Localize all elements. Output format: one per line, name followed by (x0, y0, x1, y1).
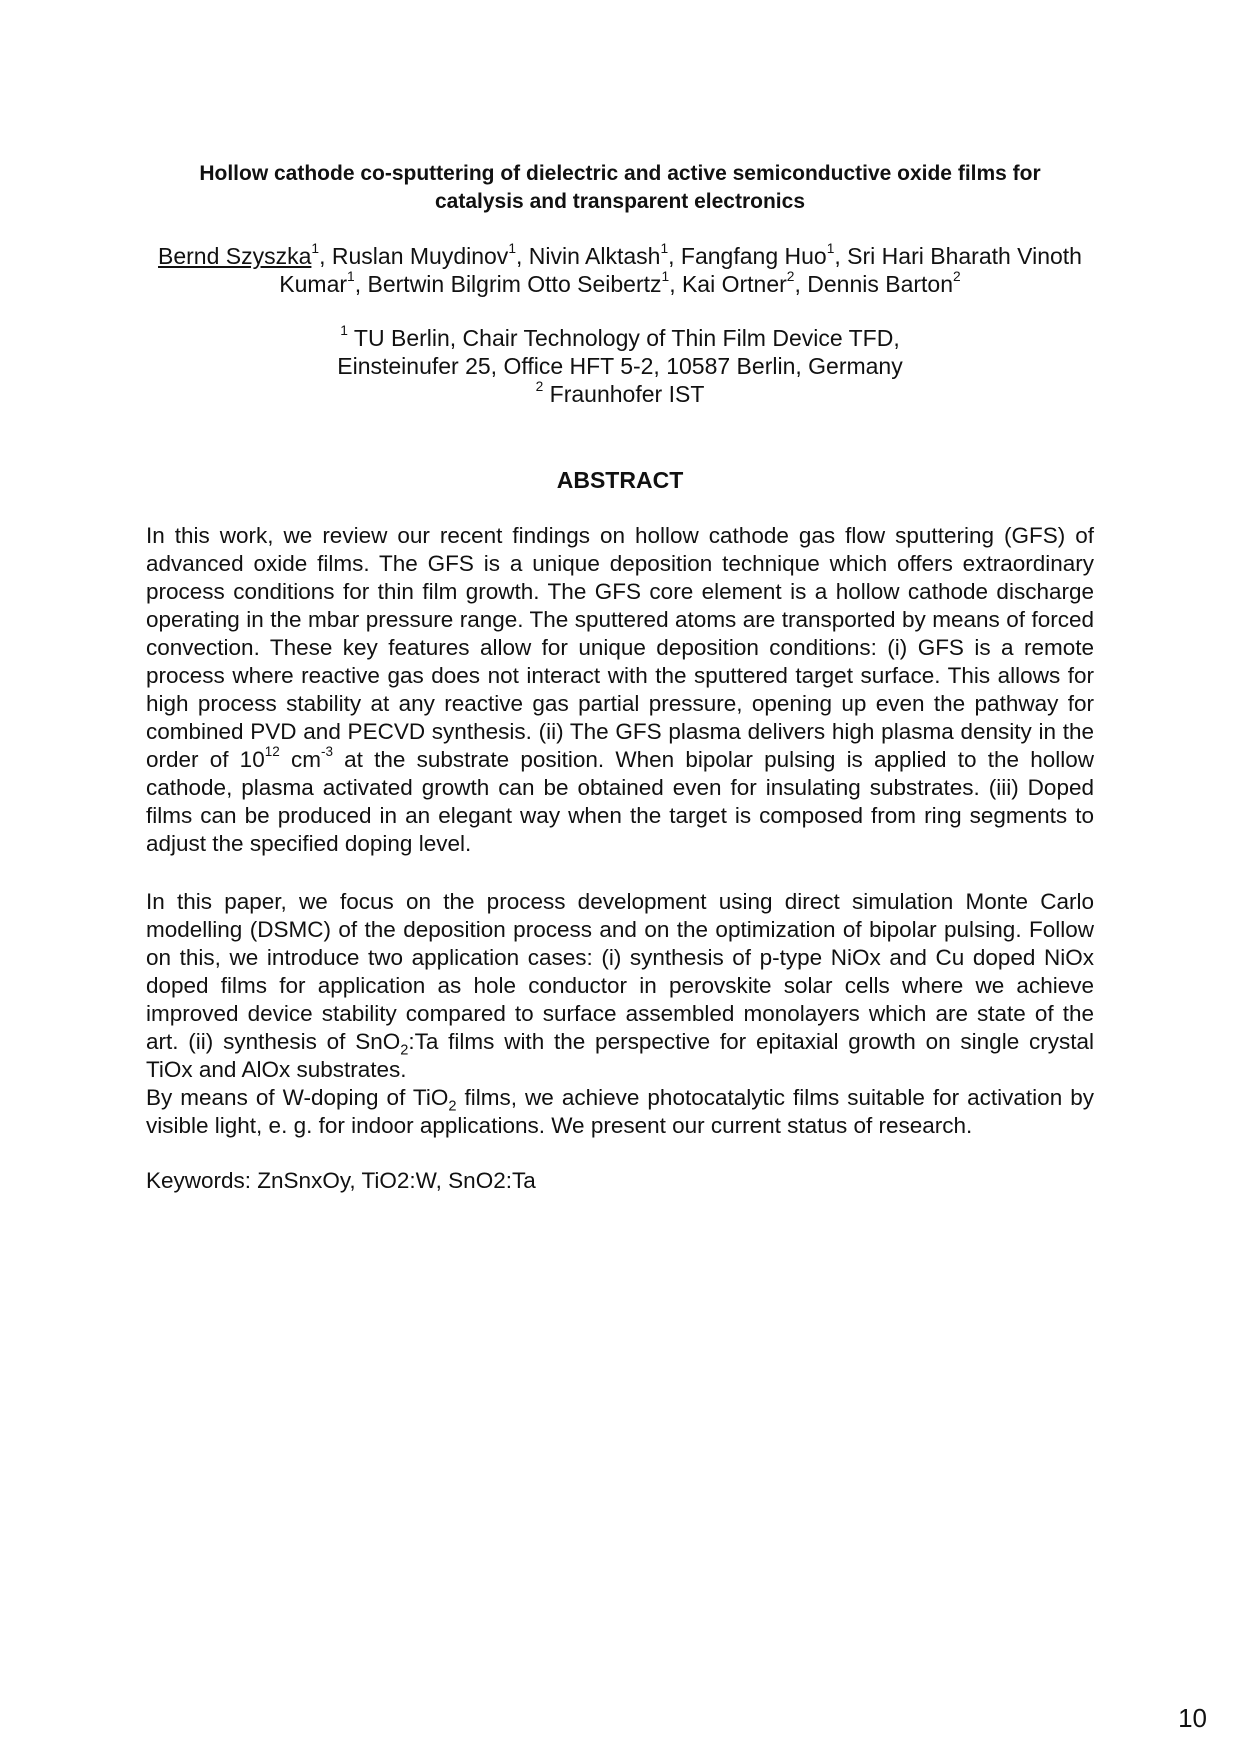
superscript: -3 (320, 744, 333, 760)
abstract-paragraph-2 (146, 888, 1094, 1084)
affil-marker: 1 (826, 241, 835, 257)
author-text: , Ruslan Muydinov (319, 243, 509, 269)
affil-marker: 2 (786, 269, 795, 285)
author-text: , Dennis Barton (794, 271, 954, 297)
affiliation-1-line-2: Einsteinufer 25, Office HFT 5-2, 10587 Berlin, Germany (337, 353, 903, 379)
author-text: Kumar (279, 271, 348, 297)
page-number: 10 (1178, 1703, 1207, 1733)
affiliation-1-line-1 (146, 324, 1094, 352)
keywords: Keywords: ZnSnxOy, TiO2:W, SnO2:Ta (146, 1168, 536, 1193)
affil-marker: 1 (311, 241, 320, 257)
affiliation-text: TU Berlin, Chair Technology of Thin Film Device TFD, (347, 325, 900, 351)
affil-marker: 1 (508, 241, 516, 257)
author-text: , Nivin Alktash (516, 243, 661, 269)
affiliation-text: Fraunhofer IST (543, 381, 705, 407)
paragraph-text: By means of W-doping of TiO (146, 1085, 449, 1110)
affiliation-2 (146, 380, 1094, 408)
subscript: 2 (400, 1042, 409, 1059)
abstract-paragraph-1 (146, 522, 1094, 858)
paragraph-text: at the substrate position. When bipolar pulsing is applied to the hollow cathode, plasma activated growth can be obtained even for insulating substrates. (iii) Doped films can be produced in an elegant way when the target is composed from ring segments to adjust the specified doping level. (146, 747, 1094, 856)
author-text: , Bertwin Bilgrim Otto Seibertz (354, 271, 662, 297)
author-text: , Sri Hari Bharath Vinoth (834, 243, 1082, 269)
paragraph-text: cm (279, 747, 321, 772)
abstract-heading: ABSTRACT (556, 467, 684, 493)
title-line-2: catalysis and transparent electronics (435, 190, 805, 213)
title-line-1: Hollow cathode co-sputtering of dielectric and active semiconductive oxide films for (199, 162, 1041, 185)
paragraph-text: :Ta films with the perspective for epitaxial growth on single crystal TiOx and AlOx substrates. (146, 1029, 1094, 1082)
author-list (146, 242, 1094, 298)
affil-marker: 2 (953, 269, 961, 285)
affiliations (146, 324, 1094, 408)
abstract-paragraph-3 (146, 1084, 1094, 1140)
author-text: , Fangfang Huo (668, 243, 827, 269)
subscript: 2 (448, 1098, 457, 1115)
author-line-2 (146, 270, 1094, 298)
author-line-1 (146, 242, 1094, 270)
superscript: 12 (264, 744, 280, 760)
affil-marker: 1 (660, 241, 669, 257)
paragraph-text: In this work, we review our recent findings on hollow cathode gas flow sputtering (GFS) of advanced oxide films. The GFS is a unique deposition technique which offers extraordinary process conditions for thin film growth. The GFS core element is a hollow cathode discharge operating in the mbar pressure range. The sputtered atoms are transported by means of forced convection. These key features allow for unique deposition conditions: (i) GFS is a remote process where reactive gas does not interact with the sputtered target surface. This allows for high process stability at any reactive gas partial pressure, opening up even the pathway for combined PVD and PECVD synthesis. (ii) The GFS plasma delivers high plasma density in the order of 10 (146, 523, 1094, 772)
affil-marker: 1 (340, 323, 348, 339)
affil-marker: 1 (661, 269, 670, 285)
affil-marker: 2 (535, 379, 544, 395)
author-text: , Kai Ortner (669, 271, 787, 297)
paragraph-text: In this paper, we focus on the process development using direct simulation Monte Carlo modelling (DSMC) of the deposition process and on the optimization of bipolar pulsing. Follow on this, we introduce two application cases: (i) synthesis of p-type NiOx and Cu doped NiOx doped films for application as hole conductor in perovskite solar cells where we achieve improved device stability compared to surface assembled monolayers which are state of the art. (ii) synthesis of SnO (146, 889, 1094, 1054)
paragraph-text: films, we achieve photocatalytic films suitable for activation by visible light, e. g. for indoor applications. We present our current status of research. (146, 1085, 1094, 1138)
affil-marker: 1 (347, 269, 355, 285)
presenting-author: Bernd Szyszka (158, 243, 312, 269)
paper-title (146, 160, 1094, 216)
